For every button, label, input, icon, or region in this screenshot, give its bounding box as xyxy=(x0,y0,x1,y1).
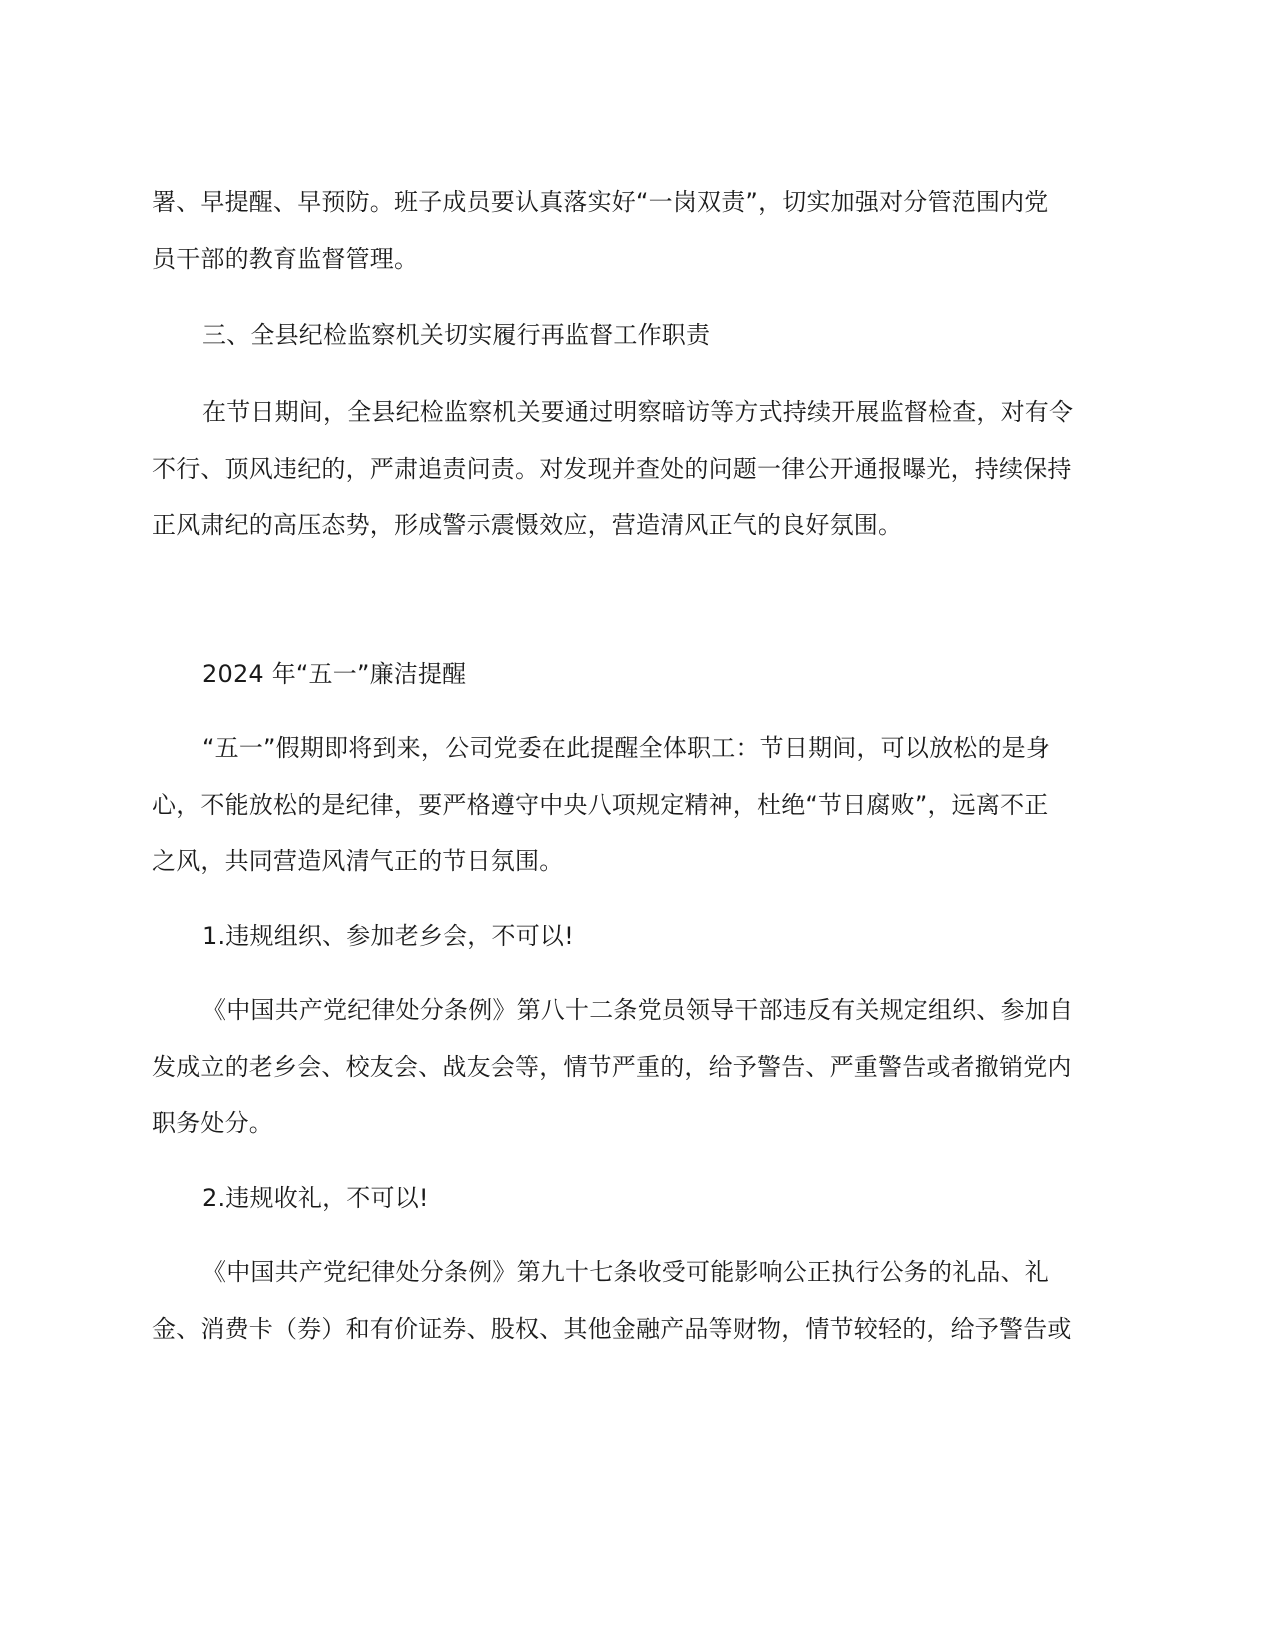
paragraph-line: 署、早提醒、早预防。班子成员要认真落实好“一岗双责”，切实加强对分管范围内党 xyxy=(152,188,1049,216)
paragraph-line: 心，不能放松的是纪律，要严格遵守中央八项规定精神，杜绝“节日腐败”，远离不正 xyxy=(152,791,1049,819)
paragraph-line: 员干部的教育监督管理。 xyxy=(152,245,419,273)
list-item-heading: 1.违规组织、参加老乡会，不可以! xyxy=(202,922,574,950)
paragraph-line: 金、消费卡（券）和有价证券、股权、其他金融产品等财物，情节较轻的，给予警告或 xyxy=(152,1315,1072,1343)
paragraph-line: 不行、顶风违纪的，严肃追责问责。对发现并查处的问题一律公开通报曝光，持续保持 xyxy=(152,455,1072,483)
section-heading: 三、全县纪检监察机关切实履行再监督工作职责 xyxy=(202,321,711,349)
paragraph-line: 发成立的老乡会、校友会、战友会等，情节严重的，给予警告、严重警告或者撤销党内 xyxy=(152,1053,1072,1081)
list-item-heading: 2.违规收礼，不可以! xyxy=(202,1184,429,1212)
paragraph-line: 《中国共产党纪律处分条例》第九十七条收受可能影响公正执行公务的礼品、礼 xyxy=(202,1258,1049,1286)
paragraph-line: 职务处分。 xyxy=(152,1109,273,1137)
document-title: 2024 年“五一”廉洁提醒 xyxy=(202,660,467,688)
paragraph-line: 正风肃纪的高压态势，形成警示震慑效应，营造清风正气的良好氛围。 xyxy=(152,511,903,539)
paragraph-line: 《中国共产党纪律处分条例》第八十二条党员领导干部违反有关规定组织、参加自 xyxy=(202,996,1074,1024)
paragraph-line: 在节日期间，全县纪检监察机关要通过明察暗访等方式持续开展监督检查，对有令 xyxy=(202,398,1074,426)
paragraph-line: “五一”假期即将到来，公司党委在此提醒全体职工：节日期间，可以放松的是身 xyxy=(202,734,1051,762)
paragraph-line: 之风，共同营造风清气正的节日氛围。 xyxy=(152,847,564,875)
